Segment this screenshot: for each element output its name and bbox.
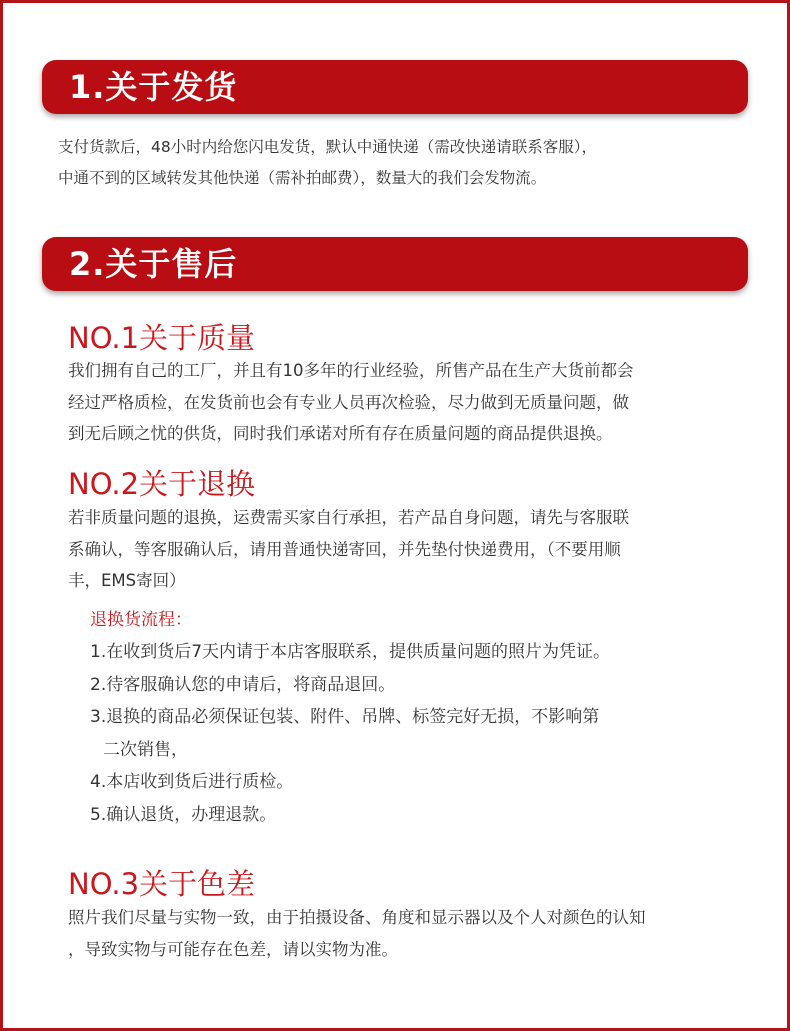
shipping-text bbox=[58, 132, 738, 194]
step-item: 3.退换的商品必须保证包装、附件、吊牌、标签完好无损，不影响第 bbox=[90, 707, 600, 727]
text-line: ，导致实物与可能存在色差，请以实物为准。 bbox=[68, 939, 398, 959]
text-line: 中通不到的区域转发其他快递（需补拍邮费），数量大的我们会发物流。 bbox=[58, 169, 547, 187]
text-line: 支付货款后，48小时内给您闪电发货，默认中通快递（需改快递请联系客服）， bbox=[58, 138, 597, 156]
text-line: 系确认，等客服确认后，请用普通快递寄回，并先垫付快递费用，（不要用顺 bbox=[68, 539, 621, 559]
text-line: 若非质量问题的退换，运费需买家自行承担，若产品自身问题，请先与客服联 bbox=[68, 508, 629, 527]
exchange-heading: NO.2关于退换 bbox=[68, 467, 256, 501]
step-item: 4.本店收到货后进行质检。 bbox=[90, 772, 294, 792]
text-line: 丰，EMS寄回） bbox=[68, 571, 186, 590]
step-item-continued: 二次销售， bbox=[103, 739, 188, 760]
shipping-banner: 1.关于发货 bbox=[42, 60, 748, 114]
text-line: 经过严格质检，在发货前也会有专业人员再次检验，尽力做到无质量问题，做 bbox=[68, 392, 629, 412]
text-line: 到无后顾之忧的供货，同时我们承诺对所有存在质量问题的商品提供退换。 bbox=[68, 424, 613, 443]
step-item: 5.确认退货，办理退款。 bbox=[90, 804, 277, 825]
exchange-flow-title: 退换货流程： bbox=[90, 610, 192, 630]
step-item: 2.待客服确认您的申请后，将商品退回。 bbox=[90, 674, 396, 695]
quality-heading: NO.1关于质量 bbox=[68, 321, 256, 355]
step-item: 1.在收到货后7天内请于本店客服联系，提供质量问题的照片为凭证。 bbox=[90, 642, 611, 662]
quality-text bbox=[68, 355, 748, 450]
exchange-text bbox=[68, 502, 748, 597]
exchange-steps bbox=[90, 636, 740, 831]
color-text bbox=[68, 902, 748, 965]
after-sales-banner: 2.关于售后 bbox=[42, 237, 748, 291]
text-line: 照片我们尽量与实物一致，由于拍摄设备、角度和显示器以及个人对颜色的认知 bbox=[68, 908, 646, 927]
color-heading: NO.3关于色差 bbox=[68, 867, 256, 901]
text-line: 我们拥有自己的工厂，并且有10多年的行业经验，所售产品在生产大货前都会 bbox=[68, 361, 634, 380]
